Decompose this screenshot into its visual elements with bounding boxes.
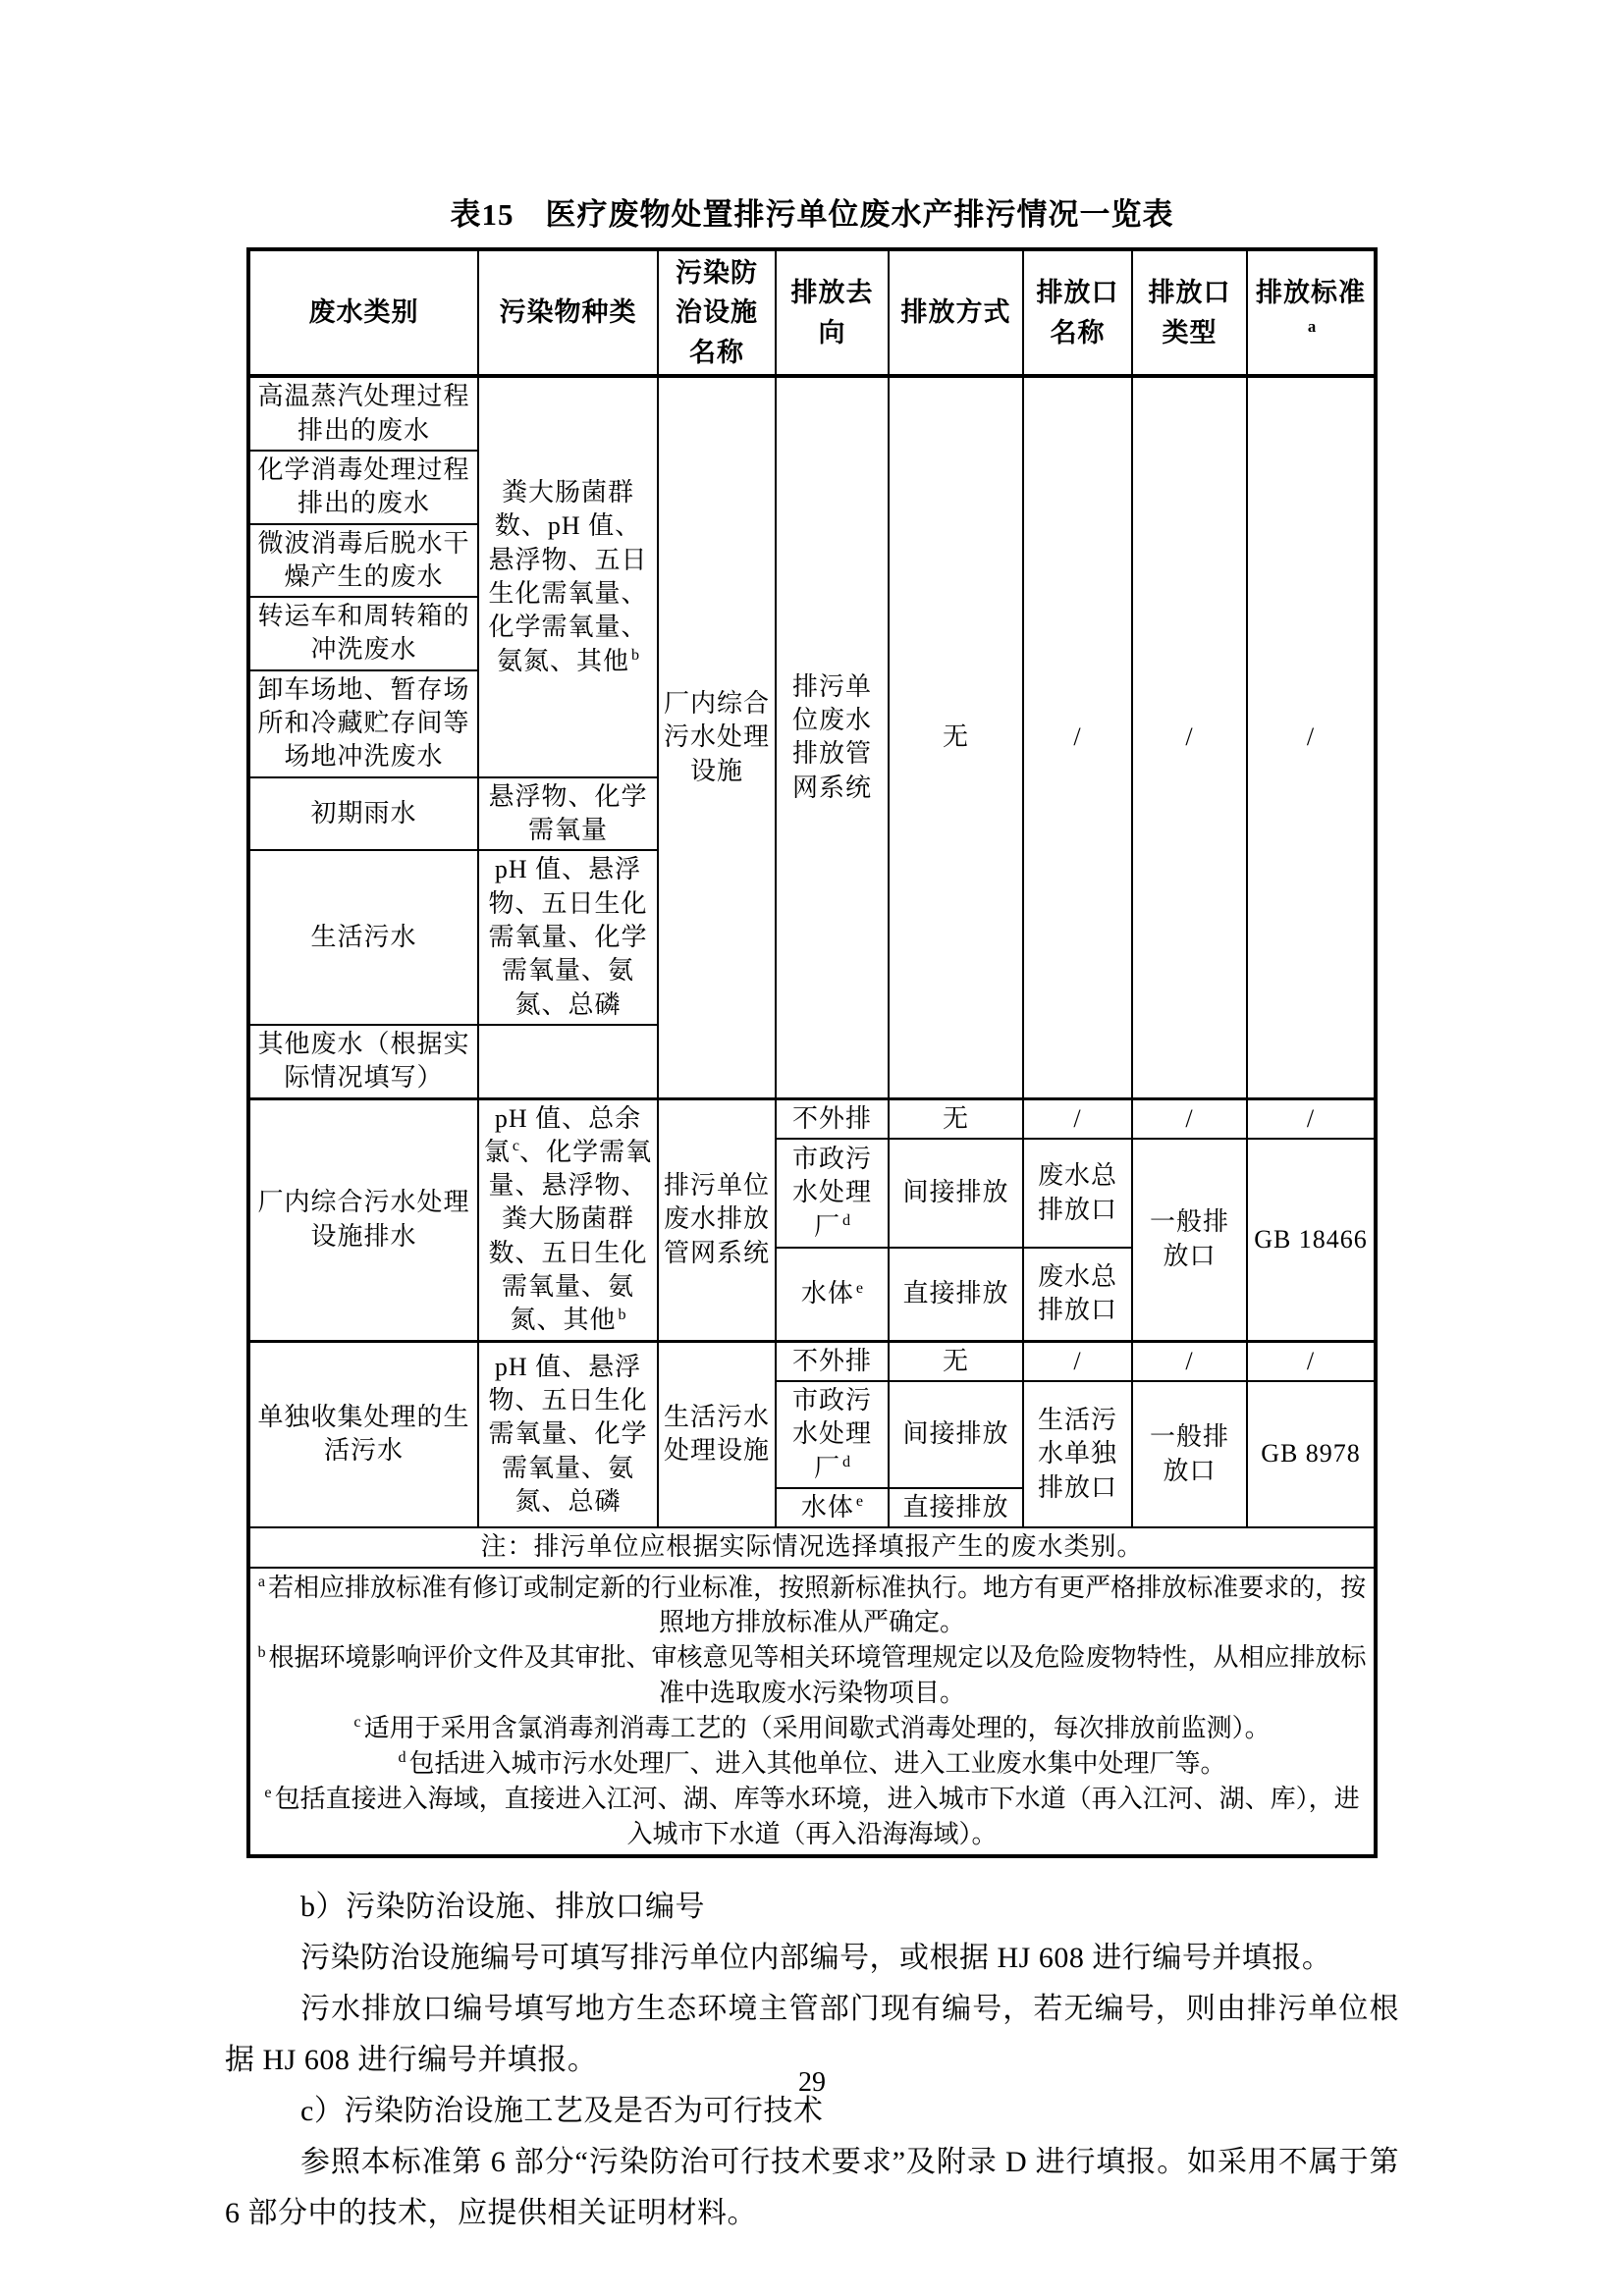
table-row [248, 1098, 1376, 1139]
table-title: 表15 医疗废物处置排污单位废水产排污情况一览表 [450, 197, 1174, 232]
footnote-marker-d: d [398, 1749, 406, 1767]
outlet-name-cell: 生活污水单独排放口 [1023, 1381, 1132, 1527]
destination-cell: 排污单位废水排放管网系统 [776, 376, 889, 1098]
wastewater-type-cell: 其他废水（根据实际情况填写） [248, 1025, 478, 1098]
facility-cell: 排污单位废水排放管网系统 [658, 1098, 776, 1341]
col-header-standard [1247, 249, 1376, 377]
outlet-type-cell: 一般排放口 [1132, 1139, 1247, 1341]
col-header-outlet-name: 排放口名称 [1023, 249, 1132, 377]
col-header-pollutant-kinds: 污染物种类 [478, 249, 658, 377]
col-header-wastewater-type: 废水类别 [248, 249, 478, 377]
discharge-method-cell: 直接排放 [889, 1488, 1023, 1527]
wastewater-type-cell: 厂内综合污水处理设施排水 [248, 1098, 478, 1341]
destination-cell [776, 1248, 889, 1341]
footnote-marker-c: c [353, 1714, 361, 1732]
pollutants-cell: 悬浮物、化学需氧量 [478, 777, 658, 851]
paragraph-facility-numbering: 污染防治设施编号可填写排污单位内部编号，或根据 HJ 608 进行编号并填报。 [300, 1941, 1332, 1974]
footnote-ref-b: b [618, 1306, 626, 1323]
pollutants-text: 、化学需氧量、悬浮物、粪大肠菌群数、五日生化需氧量、氨氮、其他 [488, 1137, 653, 1335]
footnote-text-a: 若相应排放标准有修订或制定新的行业标准，按照新标准执行。地方有更严格排放标准要求的，按照地方排放标准从严确定。 [268, 1573, 1367, 1637]
wastewater-type-cell: 初期雨水 [248, 777, 478, 851]
footnote-marker-e: e [264, 1785, 272, 1802]
pollutants-cell [478, 1098, 658, 1341]
heading-c: c）污染防治设施工艺及是否为可行技术 [300, 2094, 824, 2127]
paragraph-outlet-numbering: 污水排放口编号填写地方生态环境主管部门现有编号，若无编号，则由排污单位根据 HJ 608 进行编号并填报。 [225, 1992, 1399, 2076]
outlet-type-cell: / [1132, 1098, 1247, 1139]
col-header-outlet-type: 排放口类型 [1132, 249, 1247, 377]
destination-text: 市政污水处理厂 [791, 1145, 872, 1241]
destination-cell: 不外排 [776, 1341, 889, 1381]
footnote-a [254, 1571, 1370, 1641]
col-header-standard-text: 排放标准 [1256, 278, 1366, 307]
wastewater-type-cell: 高温蒸汽处理过程排出的废水 [248, 376, 478, 451]
outlet-name-cell: / [1023, 1098, 1132, 1139]
pollutants-cell-empty [478, 1025, 658, 1098]
pollutants-cell [478, 376, 658, 776]
footnote-text-d: 包括进入城市污水处理厂、进入其他单位、进入工业废水集中处理厂等。 [408, 1748, 1226, 1778]
discharge-method-cell: 间接排放 [889, 1381, 1023, 1488]
destination-cell: 不外排 [776, 1098, 889, 1139]
wastewater-type-cell: 转运车和周转箱的冲洗废水 [248, 597, 478, 670]
wastewater-type-cell: 微波消毒后脱水干燥产生的废水 [248, 524, 478, 598]
destination-text: 水体 [800, 1279, 854, 1308]
footnote-d [254, 1746, 1370, 1782]
table-row [248, 1341, 1376, 1381]
table-row [248, 376, 1376, 451]
footnote-text-c: 适用于采用含氯消毒剂消毒工艺的（采用间歇式消毒处理的，每次排放前监测）。 [363, 1714, 1271, 1743]
footnote-b [254, 1640, 1370, 1711]
outlet-type-cell: / [1132, 376, 1247, 1098]
discharge-method-cell: 无 [889, 1341, 1023, 1381]
footnote-marker-b: b [257, 1643, 266, 1661]
facility-cell: 厂内综合污水处理设施 [658, 376, 776, 1098]
page-number: 29 [798, 2067, 826, 2098]
heading-b: b）污染防治设施、排放口编号 [300, 1890, 705, 1923]
discharge-method-cell: 无 [889, 1098, 1023, 1139]
pollutants-cell: pH 值、悬浮物、五日生化需氧量、化学需氧量、氨氮、总磷 [478, 1341, 658, 1527]
standard-cell: GB 18466 [1247, 1139, 1376, 1341]
table-header-row [248, 249, 1376, 377]
col-header-method: 排放方式 [889, 249, 1023, 377]
footnote-ref-e: e [855, 1279, 864, 1297]
footnote-ref-d: d [841, 1212, 851, 1229]
footnote-ref-d: d [841, 1453, 851, 1470]
pollutants-text: pH 值、总余氯 [483, 1103, 642, 1166]
pollutants-text: 粪大肠菌群数、pH 值、悬浮物、五日生化需氧量、化学需氧量、氨氮、其他 [488, 478, 648, 675]
outlet-name-cell: / [1023, 376, 1132, 1098]
discharge-method-cell: 无 [889, 376, 1023, 1098]
outlet-name-cell: 废水总排放口 [1023, 1139, 1132, 1248]
discharge-method-cell: 直接排放 [889, 1248, 1023, 1341]
footnotes-cell [248, 1568, 1376, 1856]
table-note: 注：排污单位应根据实际情况选择填报产生的废水类别。 [248, 1527, 1376, 1567]
standard-cell: GB 8978 [1247, 1381, 1376, 1527]
table-row [248, 1527, 1376, 1567]
footnote-text-e: 包括直接进入海域，直接进入江河、湖、库等水环境，进入城市下水道（再入江河、湖、库），进入城市下水道（再入沿海海域）。 [274, 1784, 1360, 1848]
wastewater-type-cell: 卸车场地、暂存场所和冷藏贮存间等场地冲洗废水 [248, 670, 478, 777]
body-text [225, 1882, 1399, 2239]
footnote-text-b: 根据环境影响评价文件及其审批、审核意见等相关环境管理规定以及危险废物特性，从相应排放标准中选取废水污染物项目。 [268, 1643, 1367, 1708]
footnote-ref-a: a [1307, 316, 1317, 336]
col-header-destination: 排放去向 [776, 249, 889, 377]
wastewater-discharge-table [246, 247, 1378, 1858]
standard-cell: / [1247, 376, 1376, 1098]
outlet-type-cell: / [1132, 1341, 1247, 1381]
footnote-e [254, 1782, 1370, 1852]
destination-cell [776, 1139, 889, 1248]
standard-cell: / [1247, 1098, 1376, 1139]
pollutants-cell: pH 值、悬浮物、五日生化需氧量、化学需氧量、氨氮、总磷 [478, 850, 658, 1025]
outlet-name-cell: / [1023, 1341, 1132, 1381]
outlet-type-cell: 一般排放口 [1132, 1381, 1247, 1527]
col-header-facility-name: 污染防治设施名称 [658, 249, 776, 377]
outlet-name-cell: 废水总排放口 [1023, 1248, 1132, 1341]
discharge-method-cell: 间接排放 [889, 1139, 1023, 1248]
footnote-ref-e: e [855, 1493, 864, 1511]
wastewater-type-cell: 化学消毒处理过程排出的废水 [248, 451, 478, 524]
footnote-ref-c: c [512, 1138, 520, 1155]
destination-text: 市政污水处理厂 [791, 1386, 872, 1482]
wastewater-type-cell: 生活污水 [248, 850, 478, 1025]
destination-cell [776, 1488, 889, 1527]
footnote-c [254, 1711, 1370, 1746]
wastewater-type-cell: 单独收集处理的生活污水 [248, 1341, 478, 1527]
paragraph-feasible-technology: 参照本标准第 6 部分“污染防治可行技术要求”及附录 D 进行填报。如采用不属于第 6 部分中的技术，应提供相关证明材料。 [225, 2145, 1399, 2229]
footnote-marker-a: a [257, 1573, 266, 1590]
facility-cell: 生活污水处理设施 [658, 1341, 776, 1527]
footnote-ref-b: b [630, 646, 640, 664]
destination-text: 水体 [800, 1492, 854, 1522]
standard-cell: / [1247, 1341, 1376, 1381]
table-row [248, 1568, 1376, 1856]
destination-cell [776, 1381, 889, 1488]
